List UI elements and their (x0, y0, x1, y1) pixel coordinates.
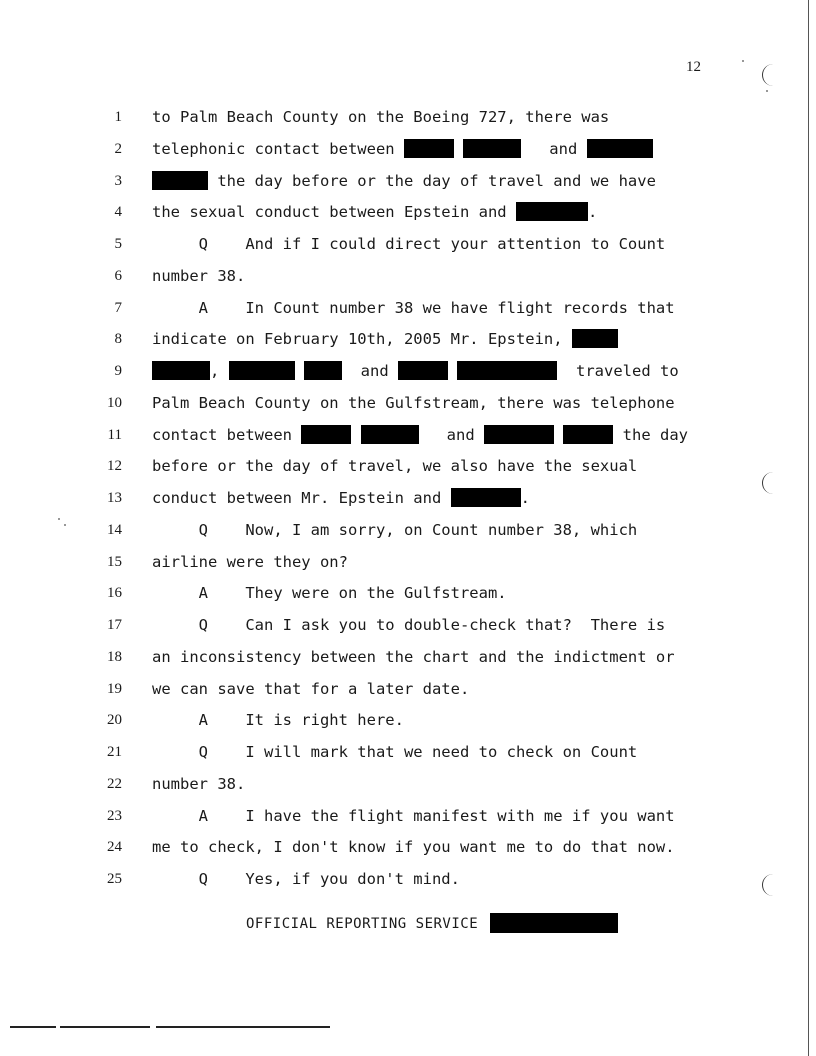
text-segment (554, 426, 563, 444)
text-segment: before or the day of travel, we also have the sexual (152, 457, 638, 476)
line-text (152, 297, 675, 319)
text-segment: Q And if I could direct your attention to Count (152, 235, 666, 253)
line-number: 18 (107, 648, 122, 665)
line-text (152, 805, 675, 827)
line-text (152, 424, 688, 446)
text-segment: and (342, 362, 399, 380)
line-number: 2 (114, 140, 122, 157)
redaction-bar (463, 139, 521, 158)
text-segment: A They were on the Gulfstream. (152, 584, 507, 603)
text-segment: indicate on February 10th, 2005 Mr. Epstein, (152, 330, 572, 349)
text-segment: number 38. (152, 266, 246, 285)
line-text (152, 265, 245, 287)
footer-label: OFFICIAL REPORTING SERVICE (246, 916, 479, 932)
redaction-bar (587, 139, 653, 158)
text-segment: we can save that for a later date. (152, 679, 470, 698)
text-segment: conduct between Mr. Epstein and (152, 489, 451, 507)
footer (246, 913, 618, 935)
text-segment: an inconsistency between the chart and the indictment or (152, 647, 675, 666)
transcript-line (0, 582, 816, 604)
page-number: 12 (686, 59, 701, 75)
line-number: 9 (114, 363, 122, 379)
transcript-line (0, 170, 816, 192)
text-segment: contact between (152, 425, 302, 444)
line-number: 14 (107, 521, 122, 538)
text-segment: Q Yes, if you don't mind. (152, 870, 460, 888)
redaction-bar (361, 425, 419, 444)
line-text (152, 741, 637, 763)
line-number: 17 (107, 617, 122, 633)
transcript-line (0, 487, 816, 509)
transcript-line (0, 360, 816, 382)
text-segment: traveled to (557, 362, 679, 380)
line-number: 15 (107, 553, 122, 570)
line-number: 7 (114, 299, 122, 316)
text-segment: , (210, 362, 229, 380)
text-segment: and (418, 425, 484, 444)
text-segment (351, 426, 360, 444)
transcript-line (0, 836, 816, 858)
line-number: 24 (107, 839, 122, 856)
line-text (152, 487, 530, 509)
line-text (152, 201, 597, 223)
line-text (152, 836, 675, 858)
line-text (152, 773, 245, 795)
line-number: 8 (114, 331, 122, 348)
redaction-bar (572, 329, 618, 348)
text-segment: the day before or the day of travel and we have (208, 171, 656, 190)
line-number: 25 (107, 871, 122, 887)
line-number: 3 (114, 172, 122, 189)
line-number: 4 (114, 204, 122, 221)
text-segment: A In Count number 38 we have flight records that (152, 298, 675, 317)
line-text (152, 106, 609, 128)
redaction-bar (563, 425, 613, 444)
text-segment: A I have the flight manifest with me if you want (152, 806, 675, 825)
text-segment: Q I will mark that we need to check on Count (152, 743, 638, 761)
transcript-line (0, 678, 816, 700)
line-text (152, 868, 460, 890)
transcript-line (0, 868, 816, 890)
redaction-bar (229, 361, 295, 380)
transcript-line (0, 328, 816, 350)
transcript-line (0, 551, 816, 573)
line-text (152, 233, 665, 255)
text-segment: telephonic contact between (152, 139, 404, 158)
punch-hole-mark (762, 64, 775, 86)
line-text (152, 678, 469, 700)
transcript-line (0, 805, 816, 827)
text-segment: me to check, I don't know if you want me to do that now. (152, 838, 675, 857)
transcript-line (0, 392, 816, 414)
line-number: 13 (107, 490, 122, 506)
text-segment: Q Can I ask you to double-check that? There is (152, 616, 666, 634)
text-segment: Q Now, I am sorry, on Count number 38, which (152, 520, 638, 539)
transcript-line (0, 297, 816, 319)
line-number: 6 (114, 267, 122, 284)
text-segment: to Palm Beach County on the Boeing 727, there was (152, 108, 610, 126)
line-text (152, 582, 507, 604)
redaction-bar (398, 361, 448, 380)
line-text (152, 360, 679, 382)
line-text (152, 138, 653, 160)
line-text (152, 455, 637, 477)
text-segment: Palm Beach County on the Gulfstream, there was telephone (152, 393, 675, 412)
line-text (152, 170, 656, 192)
text-segment: . (520, 489, 530, 507)
line-text (152, 646, 675, 668)
redaction-bar (516, 202, 588, 221)
line-text (152, 519, 637, 541)
redaction-bar (304, 361, 342, 380)
transcript-line (0, 201, 816, 223)
line-text (152, 709, 404, 731)
redaction-bar (152, 361, 210, 380)
scan-speck (766, 90, 768, 92)
transcript-line (0, 519, 816, 541)
transcript-line (0, 106, 816, 128)
line-number: 21 (107, 744, 122, 760)
line-number: 22 (107, 775, 122, 792)
line-number: 23 (107, 807, 122, 824)
line-number: 11 (107, 426, 122, 443)
text-segment: the day (613, 425, 688, 444)
transcript-line (0, 455, 816, 477)
text-segment: the sexual conduct between Epstein and (152, 203, 516, 222)
line-number: 19 (107, 680, 122, 697)
line-text (152, 392, 675, 414)
bottom-rule (10, 1026, 330, 1028)
redaction-bar (484, 425, 554, 444)
scan-speck (742, 60, 744, 62)
line-text (152, 551, 348, 573)
text-segment: and (521, 139, 587, 158)
redaction-bar (404, 139, 454, 158)
redaction-bar (490, 913, 618, 933)
transcript-line (0, 265, 816, 287)
text-segment: A It is right here. (152, 711, 404, 730)
transcript-line (0, 614, 816, 636)
line-number: 5 (114, 236, 122, 252)
text-segment (295, 362, 304, 380)
line-number: 1 (114, 109, 122, 125)
text-segment (448, 362, 457, 380)
transcript-line (0, 741, 816, 763)
line-number: 16 (107, 585, 122, 602)
redaction-bar (301, 425, 351, 444)
transcript-line (0, 773, 816, 795)
transcript-line (0, 424, 816, 446)
line-number: 12 (107, 458, 122, 475)
line-number: 20 (107, 712, 122, 729)
transcript-line (0, 138, 816, 160)
text-segment: airline were they on? (152, 552, 348, 571)
line-text (152, 614, 665, 636)
transcript-line (0, 709, 816, 731)
line-number: 10 (107, 394, 122, 411)
transcript-line (0, 646, 816, 668)
text-segment: . (587, 203, 598, 222)
redaction-bar (451, 488, 521, 507)
redaction-bar (152, 171, 208, 190)
text-segment (454, 140, 463, 158)
redaction-bar (457, 361, 557, 380)
text-segment: number 38. (152, 774, 246, 793)
transcript-line (0, 233, 816, 255)
line-text (152, 328, 618, 350)
